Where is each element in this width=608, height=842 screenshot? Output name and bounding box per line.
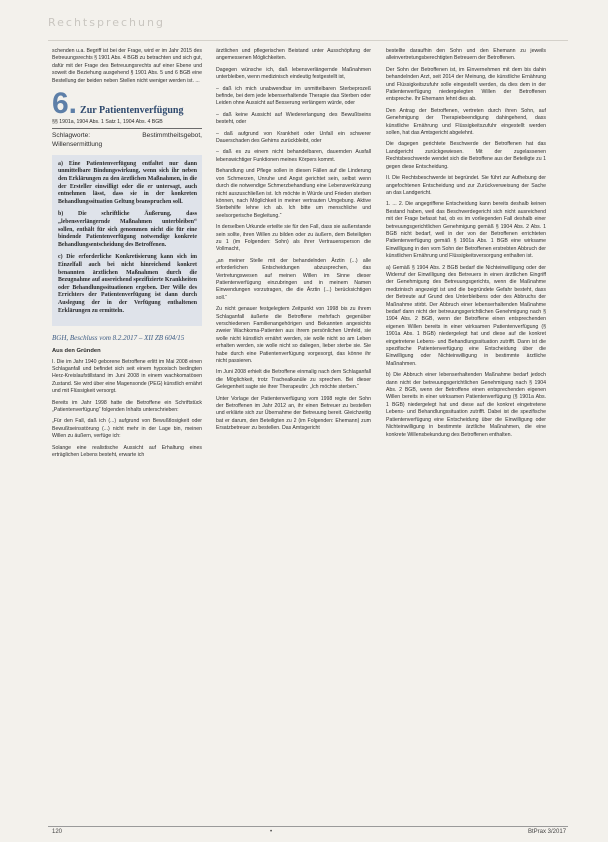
body-paragraph: bestellte daraufhin den Sohn und den Ehemann zu jeweils alleinvertretungsberechtigten Betreuern der Betroffenen. xyxy=(386,48,546,62)
body-paragraph: In derselben Urkunde erteilte sie für den Fall, dass sie außerstande sein sollte, ihren Willen zu bilden oder zu äußern, dem Beteiligten zu 1 (im Folgenden: Sohn) als ihrer Vertrauensperson die Vollmacht, xyxy=(216,224,371,253)
section-title: Zur Patientenverfügung xyxy=(80,104,184,116)
section-keywords: Schlagworte: Bestimmtheitsgebot, Willensermittlung xyxy=(52,132,202,148)
section-number: 6. xyxy=(52,87,78,121)
quote-line: – daß keine Aussicht auf Wiedererlangung des Bewußtseins besteht, oder xyxy=(216,111,371,126)
body-paragraph: Der Sohn der Betroffenen ist, im Einvernehmen mit dem bis dahin behandelnden Arzt, seit 2014 der Meinung, die künstliche Ernährung und Flüssigkeitszufuhr solle eingestellt werden, da dies dem in der Patientenverfügung niedergelegten Willen der Betroffenen entspreche. Ihr Ehemann lehnt dies ab. xyxy=(386,66,546,103)
page-number: 120 xyxy=(52,829,63,835)
body-paragraph: Behandlung und Pflege sollen in diesen Fällen auf die Linderung von Schmerzen, Unruhe und Angst gerichtet sein, selbst wenn durch die notwendige Schmerzbehandlung eine Lebensverkürzung nicht auszuschließen ist. Ich möchte in Würde und Frieden sterben können, nach Möglichkeit in meiner vertrauten Umgebung. Aktive Sterbehilfe lehne ich ab. Ich bitte um menschliche und seelsorgerische Begleitung.“ xyxy=(216,168,371,219)
reasons-heading: Aus den Gründen xyxy=(52,348,101,355)
body-paragraph: Im Juni 2008 erhielt die Betroffene einmalig nach dem Schlaganfall die Möglichkeit, trotz Trachealkanüle zu sprechen. Bei dieser Gelegenheit sagte sie ihrer Therapeutin: „Ich möchte sterben.“ xyxy=(216,369,371,391)
quote-line: – daß ich mich unabwendbar im unmittelbaren Sterbeprozeß befinde, bei dem jede lebenserhaltende Therapie das Sterben oder Leiden ohne Aussicht auf Besserung verlängern würde, oder xyxy=(216,85,371,107)
header-rule xyxy=(48,40,568,41)
footer-marker: • xyxy=(270,829,273,835)
body-paragraph: a) Gemäß § 1904 Abs. 2 BGB bedarf die Nichteinwilligung oder der Widerruf der Einwilligung des Betreuers in einen ärztlichen Eingriff der Genehmigung des Betreuungsgerichts, wenn die Maßnahme medizinisch angezeigt ist und die begründete Gefahr besteht, dass der Betreute auf Grund des Unterbleibens oder des Abbruchs der Maßnahme stirbt. Der Abbruch einer lebenserhaltenden Maßnahme bedarf dann nicht der betreuungsgerichtlichen Genehmigung nach § 1904 Abs. 2 BGB, wenn der Betroffene einen entsprechenden eigenen Willen bereits in einer wirksamen Patientenverfügung (§ 1901a Abs. 1 BGB) niedergelegt hat und diese auf die konkret eingetretene Lebens- und Behandlungssituation zutrifft. Dann ist die spezifische Patientenverfügung eine Entscheidung über die Einwilligung oder Nichteinwilligung in bestimmte ärztliche Maßnahmen. xyxy=(386,264,546,367)
quote-paragraph: „an meiner Stelle mit der behandelnden Ärztin (...) alle erforderlichen Entscheidungen abzusprechen, das Vertretungswesen auf meinen Willen im Sinne dieser Patientenverfügung einzubringen und in meinem Namen Einwendungen vorzutragen, die die Ärztin (...) berücksichtigen soll.“ xyxy=(216,257,371,301)
section-references: §§ 1901a, 1904 Abs. 1 Satz 1, 1904 Abs. 4 BGB xyxy=(52,119,202,129)
running-head: Rechtsprechung xyxy=(48,16,165,29)
headnote-b: b) Die schriftliche Äußerung, dass „lebensverlängernde Maßnahmen unterbleiben“ sollen, enthält für sich genommen nicht die für eine bindende Patientenverfügung notwendige konkrete Behandlungsentscheidung des Betroffenen. xyxy=(58,211,197,248)
quote-line: – daß aufgrund von Krankheit oder Unfall ein schwerer Dauerschaden des Gehirns zurückbleibt, oder xyxy=(216,130,371,145)
body-paragraph: Dagegen wünsche ich, daß lebensverlängernde Maßnahmen unterbleiben, wenn medizinisch eindeutig festgestellt ist, xyxy=(216,66,371,81)
intro-paragraph: schenden u.a. Begriff ist bei der Frage, wird er im Jahr 2015 des Betreuungsrechts § 1901 Abs. 4 BGB zu betrachten und sich gut, dafür mit der Frage des Betreuungsrechts auf einer Ebene und soweit die Beziehung ausgehend § 1901 Abs. 5 und 6 BGB eine Bestellung der beiden neben Stellen nicht weniger werden ist. ... xyxy=(52,48,202,84)
column-1 xyxy=(52,48,202,463)
body-paragraph: Die dagegen gerichtete Beschwerde der Betroffenen hat das Landgericht zurückgewiesen. Mit der zugelassenen Rechtsbeschwerde wendet sich die Betroffene aus der Beteiligte zu 1 gegen diese Entscheidung. xyxy=(386,141,546,170)
journal-issue: BtPrax 3/2017 xyxy=(528,829,567,835)
body-paragraph: b) Die Abbruch einer lebenserhaltenden Maßnahme bedarf jedoch dann nicht der betreuungsgerichtlichen Genehmigung nach § 1904 Abs. 2 BGB, wenn der Betroffene einen entsprechenden eigenen Willen bereits in einer wirksamen Patientenverfügung (§ 1901a Abs. 1 BGB) niedergelegt hat und diese auf die konkret eingetretene Lebens- und Behandlungssituation zutrifft. Dabei ist die spezifische Patientenverfügung eine Entscheidung über die Einwilligung oder Nichteinwilligung in bestimmte ärztliche Maßnahmen, die eine konkrete Willensbekundung des Betroffenen enthalten. xyxy=(386,372,546,438)
body-paragraph: Unter Vorlage der Patientenverfügung vom 1998 regte der Sohn der Betroffenen im Jahr 2012 an, ihr einen Betreuer zu bestellen und erklärte sich zur Übernahme der Betreuung bereit. Gleichzeitig bat er darum, den Beteiligten zu 2 (im Folgenden: Ehemann) zum Ersatzbetreuer zu bestellen. Das Amtsgericht xyxy=(216,395,371,432)
headnote-box xyxy=(52,155,202,326)
body-paragraph: Zu nicht genauer festgelegtem Zeitpunkt von 1998 bis zu ihrem Schlaganfall äußerte die Betroffene mehrfach gegenüber verschiedenen Familienangehörigen und Bekannten angesichts zweier Wachkoma-Patienten aus ihrem persönlichen Umfeld, sie wolle nicht künstlich ernährt werden, sie wolle nicht so am Leben erhalten werden, sie wolle nicht so daliegen, lieber sterbe sie. Sie habe durch eine Patientenverfügung vorgesorgt, das könne ihr nicht passieren. xyxy=(216,306,371,365)
footer-rule xyxy=(48,826,568,827)
column-3 xyxy=(386,48,546,443)
body-paragraph: II. Die Rechtsbeschwerde ist begründet. Sie führt zur Aufhebung der angefochtenen Entscheidung und zur Zurückverweisung der Sache an das Landgericht. xyxy=(386,175,546,196)
body-paragraph: 1. ... 2. Die angegriffene Entscheidung kann bereits deshalb keinen Bestand haben, weil das Beschwerdegericht sich nicht ausreichend mit der Frage befasst hat, ob es im vorliegenden Fall deshalb einer betreuungsgerichtlichen Genehmigung gemäß § 1904 Abs. 2 Abs. 1 BGB nicht bedarf, weil in der von der Betroffenen errichteten Patientenverfügung gemäß § 1901a Abs. 1 BGB eine wirksame Einwilligung in den vom Sohn der Betroffenen erstrebten Abbruch der künstlichen Ernährung und Flüssigkeitsversorgung enthalten ist. xyxy=(386,201,546,260)
quote-line: – daß es zu einem nicht behandelbaren, dauernden Ausfall lebenswichtiger Funktionen meines Körpers kommt. xyxy=(216,149,371,163)
body-paragraph: Bereits im Jahr 1998 hatte die Betroffene ein Schriftstück „Patientenverfügung“ folgenden Inhalts unterschrieben: xyxy=(52,399,202,413)
section-heading xyxy=(52,87,202,121)
headnote-a: a) Eine Patientenverfügung entfaltet nur dann unmittelbare Bindungswirkung, wenn sich ihr neben den Erklärungen zu den ärztlichen Maßnahmen, in die der Ersteller einwilligt oder die er untersagt, auch entnehmen lässt, dass sie in der konkreten Behandlungssituation Geltung beanspruchen soll. xyxy=(58,160,197,205)
body-paragraph: I. Die im Jahr 1940 geborene Betroffene erlitt im Mai 2008 einen Schlaganfall und befindet sich seit einem hypoxisch bedingten Herz-Kreislaufstillstand im Juni 2008 in einem wachkomatösen Zustand. Sie wird über eine Magensonde (PEG) künstlich ernährt und mit Flüssigkeit versorgt. xyxy=(52,358,202,395)
court-citation: BGH, Beschluss vom 8.2.2017 – XII ZB 604/15 xyxy=(52,334,185,343)
quote-paragraph: „Für den Fall, daß ich (...) aufgrund von Bewußtlosigkeit oder Bewußtseinsstörung (...) nicht mehr in der Lage bin, meinen Willen zu äußern, verfüge ich: xyxy=(52,418,202,440)
headnote-c: c) Die erforderliche Konkretisierung kann sich im Einzelfall auch bei nicht hinreichend konkret benannten ärztlichen Maßnahmen durch die Bezugnahme auf ausreichend spezifizierte Krankheiten oder Behandlungssituationen ergeben. Der Wille des Errichters der Patientenverfügung ist dann durch Auslegung der in der Verfügung enthaltenen Erklärungen zu ermitteln. xyxy=(58,254,197,314)
body-paragraph: Solange eine realistische Aussicht auf Erhaltung eines erträglichen Lebens besteht, erwarte ich xyxy=(52,444,202,458)
body-paragraph: Den Antrag der Betroffenen, vertreten durch ihren Sohn, auf Genehmigung der Therapiebeendigung dahingehend, dass künstliche Ernährung und Flüssigkeitszufuhr eingestellt werden sollen, hat das Amtsgericht abgelehnt. xyxy=(386,107,546,137)
body-paragraph: ärztlichen und pflegerischen Beistand unter Ausschöpfung der angemessenen Möglichkeiten. xyxy=(216,48,371,62)
column-2 xyxy=(216,48,371,437)
